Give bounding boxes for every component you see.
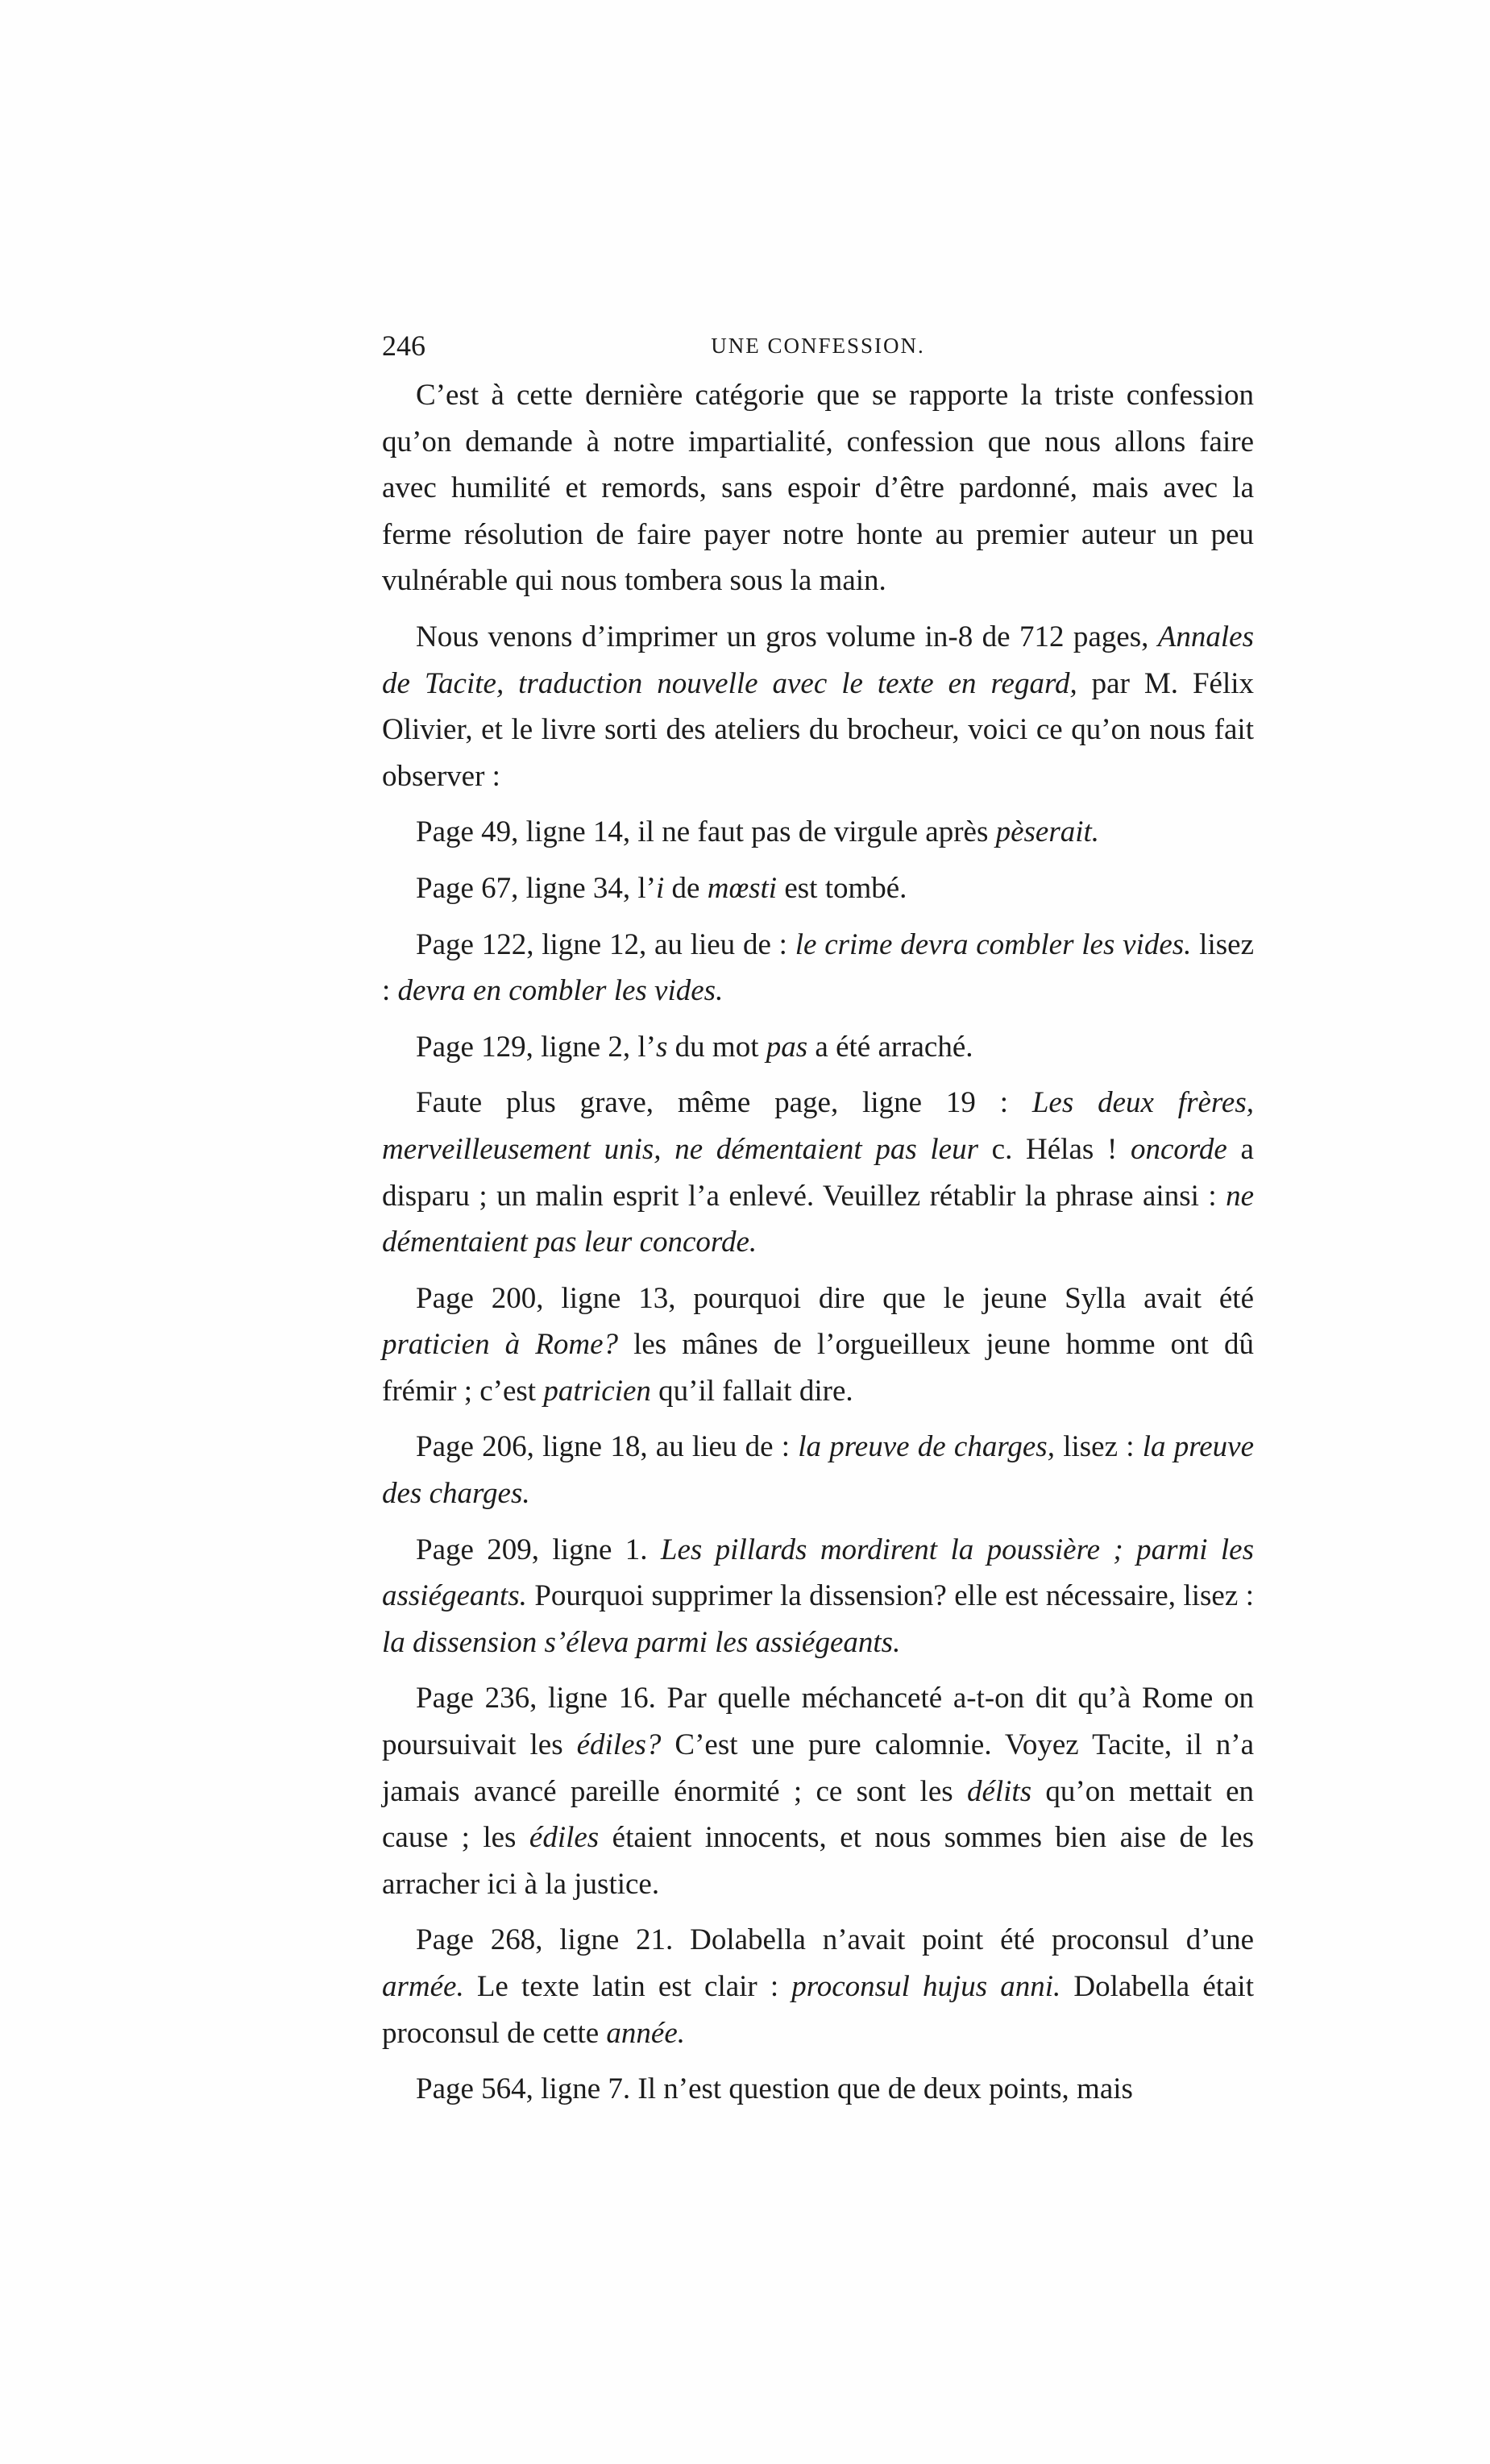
text-run: a disparu ; un malin esprit l’a enlevé. Veuillez rétablir la phrase ainsi :	[382, 1132, 1254, 1213]
text-block	[382, 324, 1254, 2122]
italic-text: la preuve de charges,	[798, 1430, 1055, 1464]
paragraph	[382, 865, 1254, 912]
paragraph	[382, 1424, 1254, 1516]
italic-text: praticien à Rome?	[382, 1328, 618, 1362]
body-text	[382, 372, 1254, 2113]
italic-text: pèserait.	[995, 815, 1100, 849]
paragraph	[382, 2066, 1254, 2113]
text-run: qu’on mettait en cause ; les	[382, 1774, 1254, 1855]
paragraph	[382, 1917, 1254, 2056]
paragraph	[382, 1080, 1254, 1265]
paragraph	[382, 922, 1254, 1014]
text-run: Page 200, ligne 13, pourquoi dire que le jeune Sylla avait été	[416, 1281, 1254, 1315]
italic-text: édiles	[529, 1821, 600, 1855]
italic-text: oncorde	[1130, 1132, 1227, 1166]
italic-text: patricien	[543, 1374, 651, 1408]
italic-text: devra en combler les vides.	[397, 974, 724, 1008]
italic-text: s	[656, 1030, 668, 1064]
italic-text: mœsti	[707, 871, 778, 905]
paragraph	[382, 614, 1254, 799]
text-run: Page 268, ligne 21. Dolabella n’avait point été proconsul d’une	[416, 1923, 1254, 1957]
text-run: Page 122, ligne 12, au lieu de :	[416, 927, 795, 961]
text-run: Page 206, ligne 18, au lieu de :	[416, 1430, 799, 1464]
text-run: les mânes de l’orgueilleux jeune homme ont dû frémir ; c’est	[382, 1328, 1255, 1408]
paragraph	[382, 1276, 1254, 1415]
running-title: UNE CONFESSION.	[711, 334, 925, 358]
page-number: 246	[382, 330, 425, 362]
text-run: lisez :	[382, 927, 1254, 1008]
italic-text: proconsul hujus anni.	[791, 1970, 1061, 2003]
italic-text: la dissension s’éleva parmi les assiégeants.	[382, 1625, 901, 1659]
text-run: Page 564, ligne 7. Il n’est question que de deux points, mais	[416, 2072, 1133, 2106]
text-run: Pourquoi supprimer la dissension? elle est nécessaire, lisez :	[526, 1579, 1254, 1613]
text-run: de	[664, 871, 708, 905]
text-run: Page 236, ligne 16. Par quelle méchanceté a-t-on dit qu’à Rome on poursuivait les	[382, 1682, 1254, 1762]
italic-text: pas	[766, 1030, 808, 1064]
paragraph	[382, 1527, 1254, 1666]
text-run: Le texte latin est clair :	[463, 1970, 792, 2003]
italic-text: armée.	[382, 1970, 464, 2003]
running-head	[382, 324, 1254, 372]
text-run: étaient innocents, et nous sommes bien aise de les arracher ici à la justice.	[382, 1821, 1255, 1901]
text-run: qu’il fallait dire.	[650, 1374, 853, 1408]
italic-text: Les deux frères, merveilleusement unis, ne démentaient pas leur	[382, 1086, 1254, 1166]
text-run: du mot	[667, 1030, 766, 1064]
text-run: a été arraché.	[807, 1030, 973, 1064]
text-run: C’est à cette dernière catégorie que se rapporte la triste confession qu’on demande à notre impartialité, confession que nous allons faire avec humilité et remords, sans espoir d’être pardonné, mais avec la ferme résolution de faire payer notre honte au premier auteur un peu vulnérable qui nous tombera sous la main.	[382, 379, 1254, 598]
italic-text: le crime devra combler les vides.	[795, 927, 1192, 961]
italic-text: i	[656, 871, 665, 905]
text-run: Faute plus grave, même page, ligne 19 :	[416, 1086, 1032, 1120]
italic-text: Les pillards mordirent la poussière ; parmi les assiégeants.	[382, 1533, 1254, 1613]
text-run: Dolabella était proconsul de cette	[382, 1970, 1254, 2050]
text-run: Page 67, ligne 34, l’	[416, 871, 657, 905]
paragraph	[382, 1675, 1254, 1907]
italic-text: la preuve des charges.	[382, 1430, 1255, 1511]
text-run: lisez :	[1054, 1430, 1143, 1464]
text-run: Nous venons d’imprimer un gros volume in-8 de 712 pages,	[416, 620, 1158, 653]
text-run: C’est une pure calomnie. Voyez Tacite, il n’a jamais avancé pareille énormité ; ce sont les	[382, 1728, 1254, 1808]
text-run: est tombé.	[777, 871, 907, 905]
italic-text: année.	[606, 2016, 686, 2050]
paragraph	[382, 372, 1254, 604]
italic-text: ne démentaient pas leur concorde.	[382, 1179, 1254, 1259]
italic-text: édiles?	[576, 1728, 662, 1762]
italic-text: délits	[966, 1774, 1032, 1808]
text-run: Page 209, ligne 1.	[416, 1533, 661, 1566]
text-run: Page 129, ligne 2, l’	[416, 1030, 657, 1064]
paragraph	[382, 1024, 1254, 1071]
text-run: par M. Félix Olivier, et le livre sorti des ateliers du brocheur, voici ce qu’on nous fait observer :	[382, 666, 1255, 793]
paragraph	[382, 809, 1254, 856]
text-run: c. Hélas !	[978, 1132, 1131, 1166]
italic-text: Annales de Tacite, traduction nouvelle avec le texte en regard,	[382, 620, 1254, 700]
text-run: Page 49, ligne 14, il ne faut pas de virgule après	[416, 815, 996, 849]
